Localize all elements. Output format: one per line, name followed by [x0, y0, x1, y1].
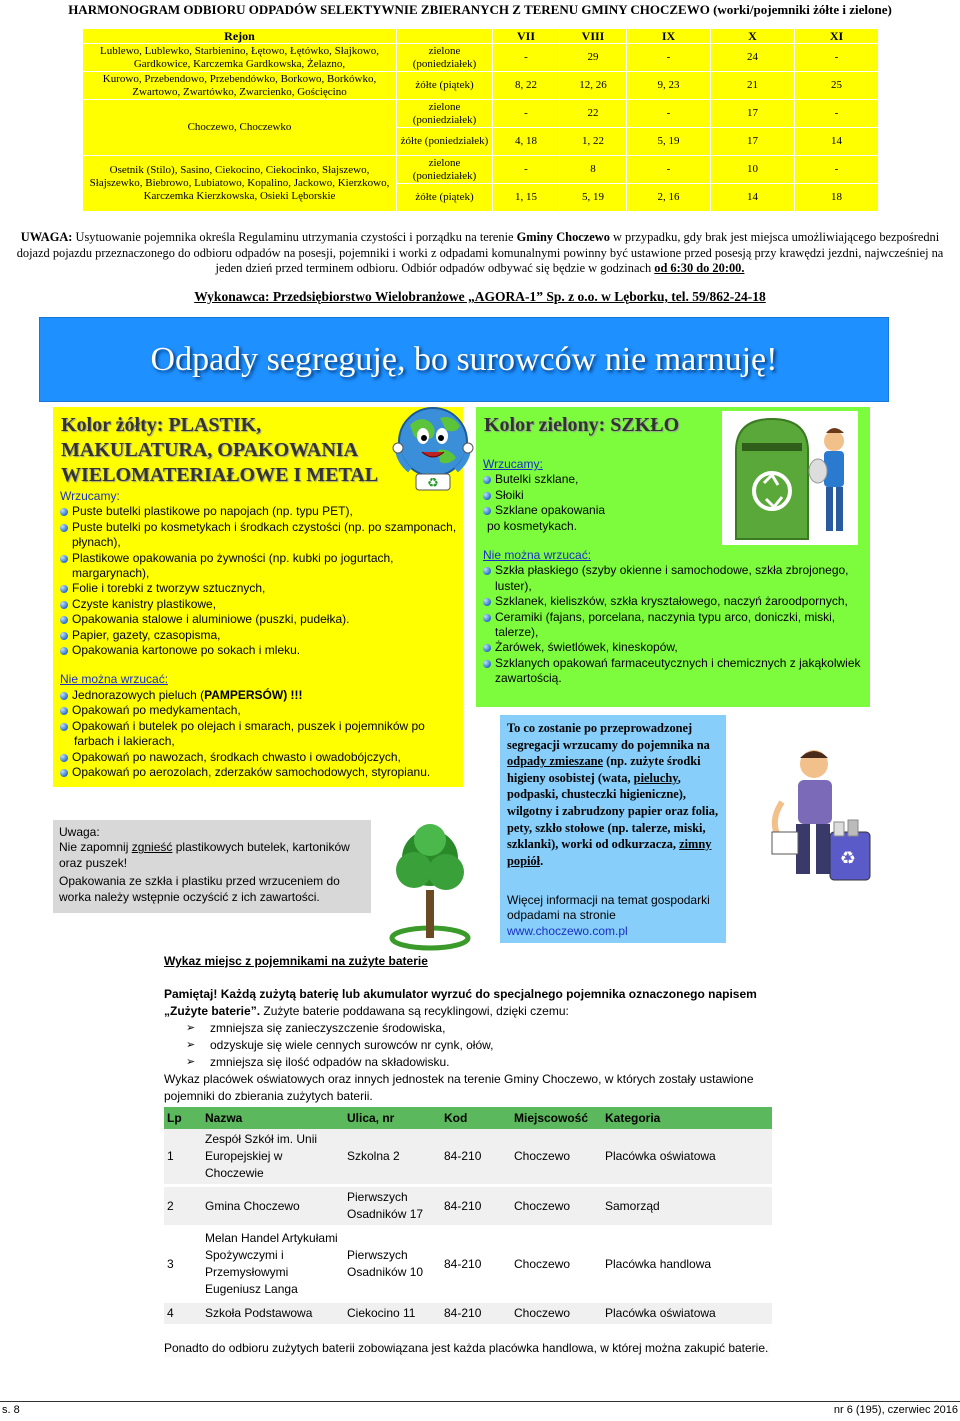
- date-cell: 14: [711, 184, 795, 212]
- col-header-category: Kategoria: [602, 1107, 772, 1129]
- tips-label: Uwaga:: [59, 825, 100, 839]
- green-reject-list: [483, 563, 863, 686]
- table-cell: Choczewo: [511, 1186, 602, 1227]
- bin-type-cell: żółte (piątek): [397, 72, 493, 100]
- notice-paragraph: [14, 230, 946, 277]
- footer-divider: [0, 1401, 960, 1402]
- date-cell: -: [627, 156, 711, 184]
- green-bin-title: Kolor zielony: SZKŁO: [484, 414, 680, 436]
- table-cell: 3: [164, 1227, 202, 1302]
- table-cell: Szkolna 2: [344, 1129, 441, 1186]
- table-row: [164, 1227, 772, 1302]
- list-item: Szklanych opakowań farmaceutycznych i chemicznych z jakąkolwiek zawartością.: [483, 656, 863, 687]
- slogan-banner: [39, 317, 889, 402]
- list-item: Puste butelki po kosmetykach i środkach czystości (np. po szamponach, płynach),: [60, 520, 458, 551]
- date-cell: 1, 22: [560, 128, 627, 156]
- list-item: Jednorazowych pieluch (PAMPERSÓW) !!!: [60, 688, 458, 703]
- bin-type-cell: żółte (poniedziałek): [397, 128, 493, 156]
- list-item: Butelki szklane,: [483, 472, 703, 487]
- table-cell: Choczewo: [511, 1129, 602, 1186]
- table-cell: Melan Handel Artykułami Spożywczymi i Przemysłowymi Eugeniusz Langa: [202, 1227, 344, 1302]
- yellow-accept-label: Wrzucamy:: [60, 489, 120, 503]
- col-header-city: Miejscowość: [511, 1107, 602, 1129]
- green-accept-list: [483, 472, 703, 534]
- table-cell: Ciekocino 11: [344, 1302, 441, 1326]
- page-number: s. 8: [2, 1404, 20, 1416]
- contractor-line: Wykonawca: Przedsiębiorstwo Wielobranżowe „AGORA-1” Sp. z o.o. w Lęborku, tel. 59/862-24-18: [194, 289, 766, 304]
- date-cell: 9, 23: [627, 72, 711, 100]
- date-cell: 17: [711, 100, 795, 128]
- list-item: Żarówek, świetlówek, kineskopów,: [483, 640, 863, 655]
- svg-text:♻: ♻: [427, 476, 439, 491]
- col-header-month: VII: [493, 29, 560, 44]
- table-cell: 84-210: [441, 1227, 511, 1302]
- battery-benefits-list: [164, 1020, 770, 1071]
- date-cell: 21: [711, 72, 795, 100]
- col-header-lp: Lp: [164, 1107, 202, 1129]
- region-cell: Osetnik (Stilo), Sasino, Ciekocino, Ciekocinko, Słajszewo, Słajszewko, Biebrowo, Lubiatowo, Kopalino, Jackowo, Kierzkowo, Karczemka Kierzkowska, Osieki Lęborskie: [83, 156, 397, 212]
- col-header-type: [397, 29, 493, 44]
- date-cell: 4, 18: [493, 128, 560, 156]
- date-cell: -: [493, 100, 560, 128]
- date-cell: -: [493, 156, 560, 184]
- date-cell: 29: [560, 44, 627, 72]
- list-item: Szklane opakowania: [483, 503, 703, 518]
- col-header-street: Ulica, nr: [344, 1107, 441, 1129]
- yellow-reject-label: Nie można wrzucać:: [60, 672, 169, 687]
- date-cell: 8, 22: [493, 72, 560, 100]
- notice-gmina: Gminy Choczewo: [516, 230, 610, 244]
- region-cell: Choczewo, Choczewko: [83, 100, 397, 156]
- date-cell: 2, 16: [627, 184, 711, 212]
- col-header-name: Nazwa: [202, 1107, 344, 1129]
- table-cell: Samorząd: [602, 1186, 772, 1227]
- table-cell: Pierwszych Osadników 17: [344, 1186, 441, 1227]
- table-cell: Choczewo: [511, 1302, 602, 1326]
- list-item: ➢ odzyskuje się wiele cennych surowców nr cynk, ołów,: [186, 1038, 494, 1052]
- list-item: Słoiki: [483, 488, 703, 503]
- date-cell: -: [795, 156, 879, 184]
- date-cell: -: [795, 44, 879, 72]
- table-cell: 84-210: [441, 1302, 511, 1326]
- svg-text:♻: ♻: [839, 848, 857, 869]
- table-cell: 2: [164, 1186, 202, 1227]
- date-cell: 8: [560, 156, 627, 184]
- list-item: Szkła płaskiego (szyby okienne i samochodowe, szkła zbrojonego, luster),: [483, 563, 863, 594]
- col-header-month: VIII: [560, 29, 627, 44]
- table-row: [164, 1129, 772, 1186]
- date-cell: 14: [795, 128, 879, 156]
- issue-info: nr 6 (195), czerwiec 2016: [833, 1404, 958, 1416]
- date-cell: 25: [795, 72, 879, 100]
- table-cell: Szkoła Podstawowa: [202, 1302, 344, 1326]
- date-cell: -: [627, 100, 711, 128]
- battery-note: Ponadto do odbioru zużytych baterii zobowiązana jest każda placówka handlowa, w której można zakupić baterie.: [164, 1341, 769, 1355]
- battery-list-intro: Wykaz placówek oświatowych oraz innych jednostek na terenie Gminy Choczewo, w których zostały ustawione pojemniki do zbierania zużytych baterii.: [164, 1072, 754, 1103]
- date-cell: 1, 15: [493, 184, 560, 212]
- slogan-text: Odpady segreguję, bo surowców nie marnuję!: [150, 341, 778, 378]
- bin-type-cell: zielone (poniedziałek): [397, 44, 493, 72]
- list-item: Ceramiki (fajans, porcelana, naczynia typu arco, doniczki, miski, talerze),: [483, 610, 863, 641]
- date-cell: -: [627, 44, 711, 72]
- notice-text: w przypadku, gdy brak jest miejsca umożliwiającego bezpośredni dojazd pojazdu przeznaczonego do odbioru odpadów na posesji, pojemniki i worki z odpadami komunalnymi powinny być ustawione przed posesją przy krawędzi jezdni, najwcześniej na jeden dzień przed terminem odbioru. Odbiór odpadów odbywać się będzie w godzinach: [16, 230, 944, 275]
- more-info-text: Więcej informacji na temat gospodarki odpadami na stronie www.choczewo.com.pl: [507, 893, 710, 938]
- list-item: Opakowań po aerozolach, zderzaków samochodowych, styropianu.: [60, 765, 458, 780]
- mixed-waste-panel: [500, 715, 726, 943]
- bin-type-cell: zielone (poniedziałek): [397, 156, 493, 184]
- notice-label: UWAGA:: [20, 230, 73, 244]
- list-item: Opakowania kartonowe po sokach i mleku.: [60, 643, 458, 658]
- battery-section-title: Wykaz miejsc z pojemnikami na zużyte baterie: [164, 954, 428, 968]
- list-item: Plastikowe opakowania po żywności (np. kubki po jogurtach, margarynach),: [60, 551, 458, 582]
- green-accept-label: Wrzucamy:: [483, 457, 543, 471]
- arrow-bullet-icon: ➢: [186, 1022, 196, 1034]
- battery-intro: Pamiętaj! Każdą zużytą baterię lub akumulator wyrzuć do specjalnego pojemnika oznaczonego napisem „Zużyte baterie”. Zużyte baterie poddawana są recyklingowi, dzięki czemu:: [164, 987, 757, 1018]
- col-header-region: Rejon: [83, 29, 397, 44]
- date-cell: 22: [560, 100, 627, 128]
- date-cell: 10: [711, 156, 795, 184]
- battery-locations-table: [164, 1107, 772, 1327]
- yellow-accept-list: [60, 504, 458, 658]
- tips-line: Nie zapomnij zgnieść plastikowych butelek, kartoników oraz puszek!: [59, 840, 350, 870]
- region-cell: Kurowo, Przebendowo, Przebendówko, Borkowo, Borkówko, Zwartowo, Zwartówko, Zwarcienko, Gościęcino: [83, 72, 397, 100]
- collection-schedule-table: [82, 28, 879, 212]
- table-cell: 1: [164, 1129, 202, 1186]
- list-item: Opakowań po medykamentach,: [60, 703, 458, 718]
- yellow-reject-list: [60, 688, 458, 780]
- green-reject-label: Nie można wrzucać:: [483, 548, 592, 562]
- date-cell: 5, 19: [560, 184, 627, 212]
- table-cell: 84-210: [441, 1186, 511, 1227]
- notice-hours: od 6:30 do 20:00.: [654, 261, 745, 275]
- date-cell: 17: [711, 128, 795, 156]
- list-item: Opakowań i butelek po olejach i smarach, puszek i pojemników po: [60, 719, 458, 734]
- col-header-month: IX: [627, 29, 711, 44]
- col-header-month: XI: [795, 29, 879, 44]
- mixed-waste-text: To co zostanie po przeprowadzonej segregacji wrzucamy do pojemnika na odpady zmieszane (np. zużyte środki higieny osobistej (wata, pieluchy, podpaski, chusteczki higieniczne), wilgotny i zabrudzony papier oraz folia, pety, szkło stołowe (np. talerze, miski, szklanki), worki od odkurzacza, zimny popiół.: [507, 721, 719, 868]
- page-title: HARMONOGRAM ODBIORU ODPADÓW SELEKTYWNIE ZBIERANYCH Z TERENU GMINY CHOCZEWO (worki/pojemniki żółte i zielone): [68, 2, 892, 17]
- battery-info: [164, 986, 770, 1105]
- list-item: Czyste kanistry plastikowe,: [60, 597, 458, 612]
- green-bin-illustration: [722, 411, 858, 545]
- tips-line: Opakowania ze szkła i plastiku przed wrzuceniem do worka należy wstępnie oczyścić z ich zawartości.: [59, 874, 340, 904]
- col-header-month: X: [711, 29, 795, 44]
- table-row: [164, 1186, 772, 1227]
- list-item: ➢ zmniejsza się ilość odpadów na składowisku.: [186, 1055, 450, 1069]
- date-cell: 18: [795, 184, 879, 212]
- list-item: Papier, gazety, czasopisma,: [60, 628, 458, 643]
- website-link[interactable]: www.choczewo.com.pl: [507, 923, 628, 938]
- list-item: po kosmetykach.: [487, 518, 578, 533]
- date-cell: 12, 26: [560, 72, 627, 100]
- table-cell: 4: [164, 1302, 202, 1326]
- table-cell: Placówka oświatowa: [602, 1302, 772, 1326]
- recycling-man-illustration: [756, 740, 876, 890]
- date-cell: -: [493, 44, 560, 72]
- tree-illustration: [388, 820, 472, 952]
- table-cell: Placówka handlowa: [602, 1227, 772, 1302]
- list-item: Folie i torebki z tworzyw sztucznych,: [60, 581, 458, 596]
- list-item: Opakowań po nawozach, środkach chwasto i owadobójczych,: [60, 750, 458, 765]
- arrow-bullet-icon: ➢: [186, 1039, 196, 1051]
- list-item: ➢ zmniejsza się zanieczyszczenie środowiska,: [186, 1021, 446, 1035]
- table-cell: Zespół Szkół im. Unii Europejskiej w Choczewie: [202, 1129, 344, 1186]
- table-cell: 84-210: [441, 1129, 511, 1186]
- table-cell: Placówka oświatowa: [602, 1129, 772, 1186]
- tips-panel: [53, 820, 371, 913]
- yellow-bin-title: Kolor żółty: PLASTIK, MAKULATURA, OPAKOWANIA WIELOMATERIAŁOWE I METAL: [61, 414, 379, 486]
- list-item: Szklanek, kieliszków, szkła kryształowego, naczyń żaroodpornych,: [483, 594, 863, 609]
- bin-type-cell: żółte (piątek): [397, 184, 493, 212]
- list-item: Puste butelki plastikowe po napojach (np. typu PET),: [60, 504, 458, 519]
- list-item: Opakowania stalowe i aluminiowe (puszki, pudełka).: [60, 612, 458, 627]
- notice-text: Usytuowanie pojemnika określa Regulaminu utrzymania czystości i porządku na terenie: [72, 230, 517, 244]
- table-cell: Pierwszych Osadników 10: [344, 1227, 441, 1302]
- region-cell: Lublewo, Lublewko, Starbienino, Łętowo, Łętówko, Słajkowo, Gardkowice, Karczemka Gardkowska, Żelazno,: [83, 44, 397, 72]
- date-cell: -: [795, 100, 879, 128]
- list-item: farbach i lakierach,: [74, 734, 175, 749]
- green-bin-panel: [476, 407, 870, 707]
- table-row: [164, 1302, 772, 1326]
- col-header-code: Kod: [441, 1107, 511, 1129]
- table-cell: Choczewo: [511, 1227, 602, 1302]
- earth-mascot-illustration: [390, 400, 476, 500]
- arrow-bullet-icon: ➢: [186, 1056, 196, 1068]
- date-cell: 24: [711, 44, 795, 72]
- bin-type-cell: zielone (poniedziałek): [397, 100, 493, 128]
- table-cell: Gmina Choczewo: [202, 1186, 344, 1227]
- date-cell: 5, 19: [627, 128, 711, 156]
